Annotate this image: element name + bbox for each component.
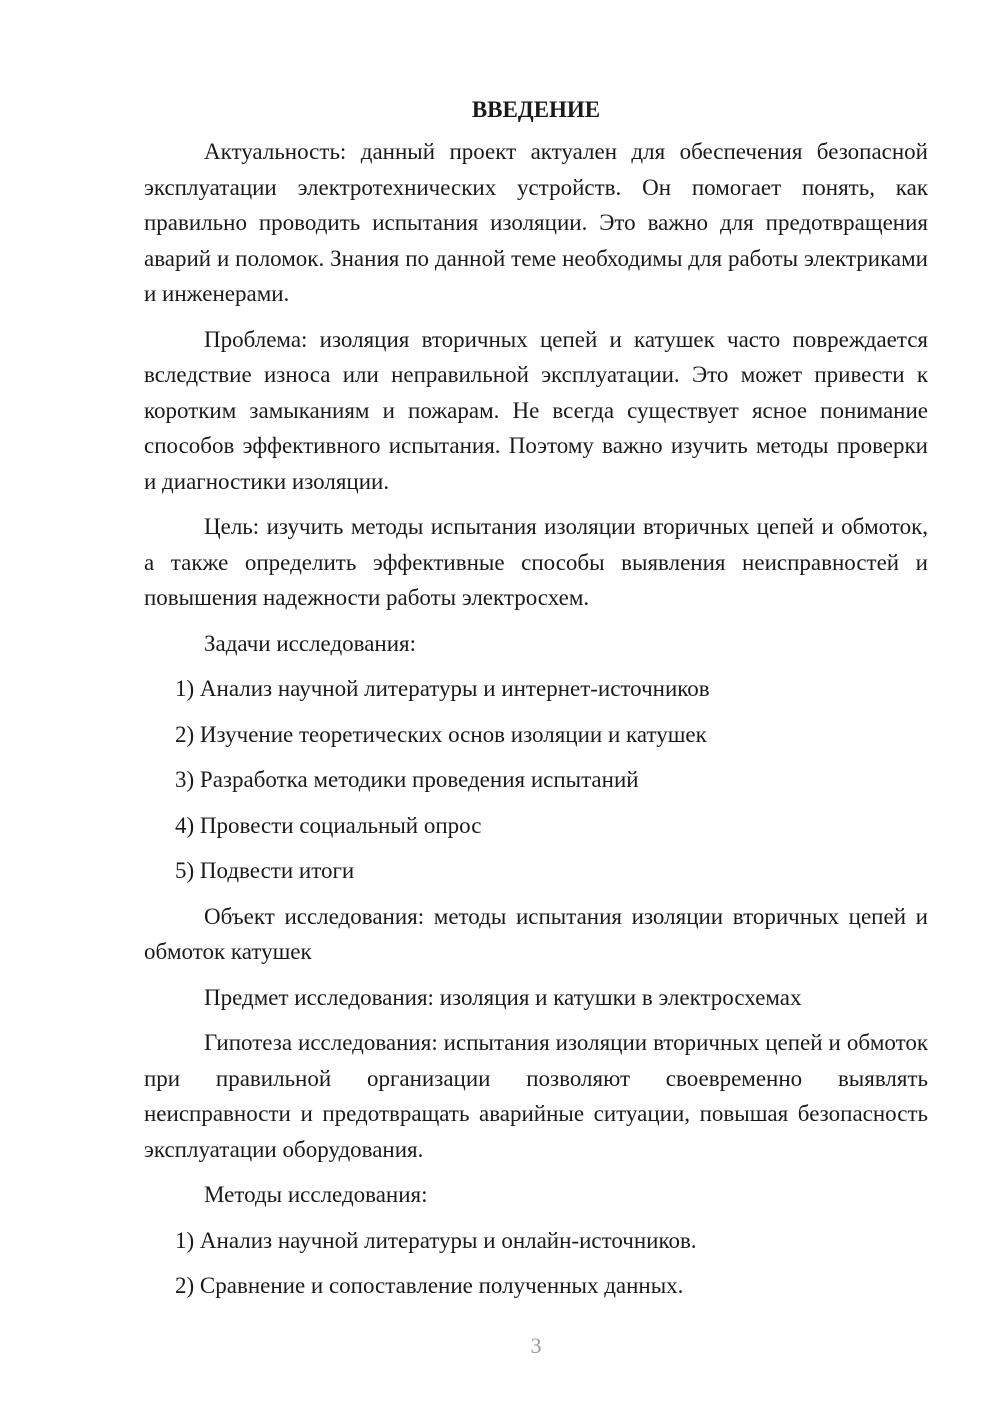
list-item: 3) Разработка методики проведения испытаний (175, 767, 639, 792)
list-item: 1) Анализ научной литературы и онлайн-источников. (175, 1227, 697, 1253)
list-item: 4) Провести социальный опрос (175, 812, 482, 838)
problem-paragraph: Проблема: изоляция вторичных цепей и катушек часто повреждается вследствие износа или неправильной эксплуатации. Это может привести к коротким замыканиям и пожарам. Не всегда существует ясное понимание способов эффективного испытания. Поэтому важно изучить методы проверки и диагностики изоляции. (144, 326, 928, 494)
page-number: 3 (530, 1333, 542, 1358)
methods-list (144, 1223, 928, 1304)
methods-title: Методы исследования: (204, 1182, 428, 1207)
object-paragraph: Объект исследования: методы испытания изоляции вторичных цепей и обмоток катушек (144, 903, 928, 964)
document-page (144, 92, 928, 1314)
tasks-title: Задачи исследования: (204, 630, 417, 656)
list-item: 2) Изучение теоретических основ изоляции и катушек (175, 721, 707, 747)
section-heading: ВВЕДЕНИЕ (471, 97, 601, 122)
relevance-paragraph: Актуальность: данный проект актуален для обеспечения безопасной эксплуатации электротехнических устройств. Он помогает понять, как правильно проводить испытания изоляции. Это важно для предотвращения аварий и поломок. Знания по данной теме необходимы для работы электриками и инженерами. (144, 139, 928, 306)
hypothesis-paragraph: Гипотеза исследования: испытания изоляции вторичных цепей и обмоток при правильной организации позволяют своевременно выявлять неисправности и предотвращать аварийные ситуации, повышая безопасность эксплуатации оборудования. (144, 1030, 928, 1162)
goal-paragraph: Цель: изучить методы испытания изоляции вторичных цепей и обмоток, а также определить эффективные способы выявления неисправностей и повышения надежности работы электросхем. (144, 514, 928, 610)
subject-paragraph: Предмет исследования: изоляция и катушки в электросхемах (204, 984, 802, 1010)
tasks-list (144, 671, 928, 889)
list-item: 1) Анализ научной литературы и интернет-источников (175, 676, 710, 701)
list-item: 2) Сравнение и сопоставление полученных данных. (175, 1273, 684, 1298)
list-item: 5) Подвести итоги (175, 858, 355, 883)
